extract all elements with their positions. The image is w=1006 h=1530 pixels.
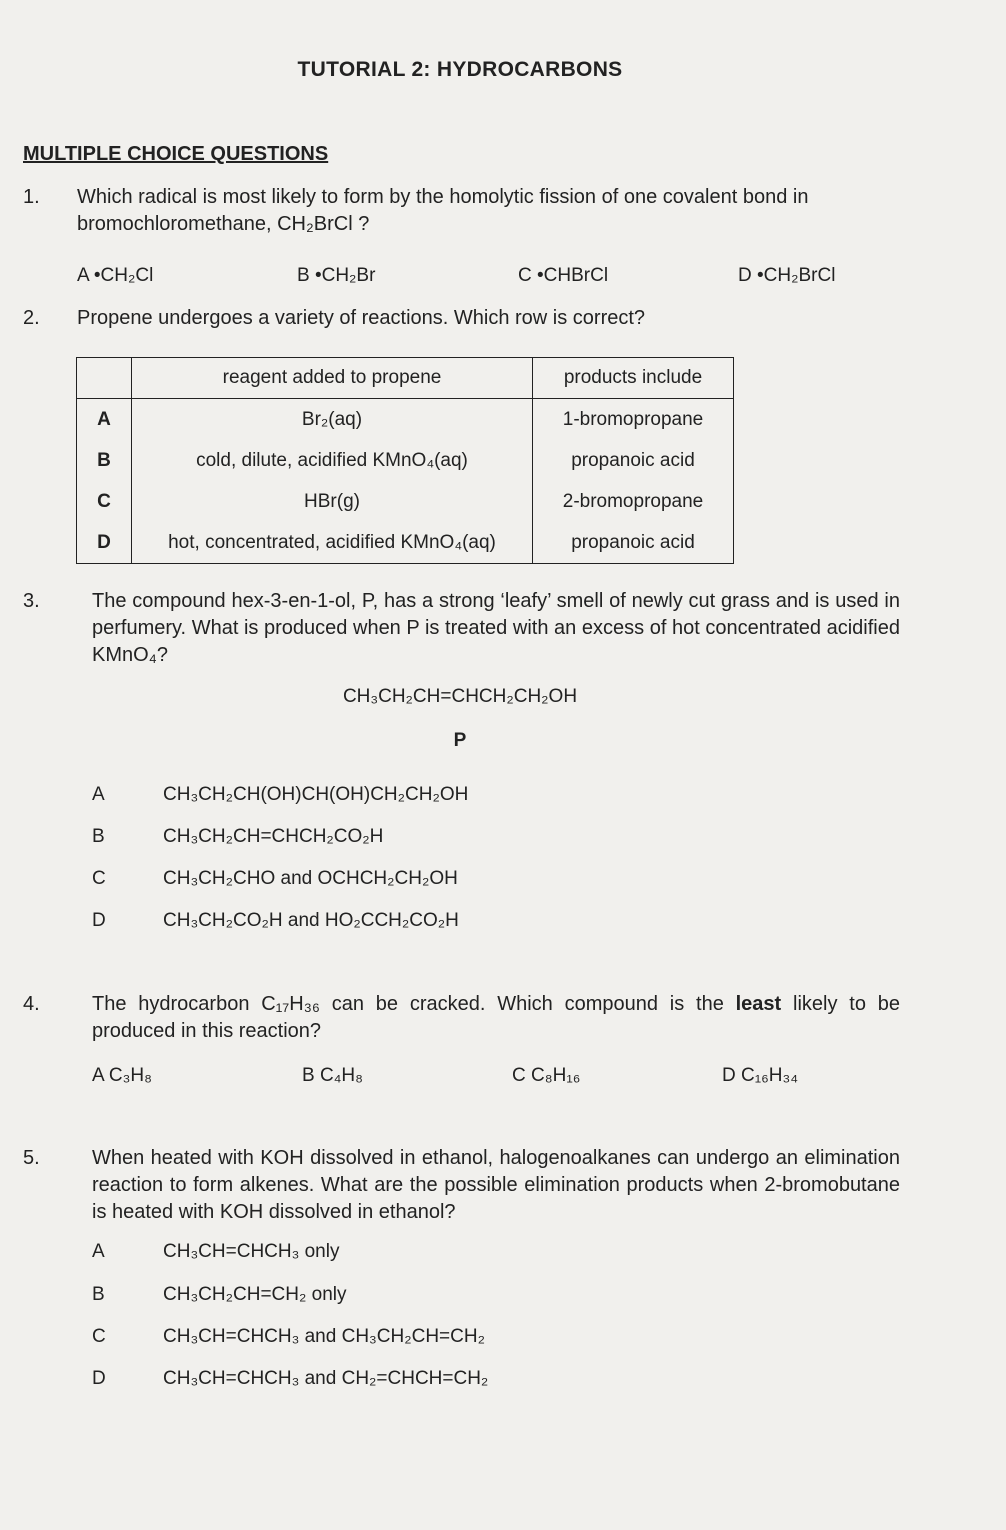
q1-option-a[interactable]: A •CH₂Cl xyxy=(77,265,154,286)
q4-text-before: The hydrocarbon C₁₇H₃₆ can be cracked. Which compound is the xyxy=(92,993,736,1015)
q3-formula: CH₃CH₂CH=CHCH₂CH₂OH xyxy=(342,686,578,707)
q3-text: The compound hex-3-en-1-ol, P, has a strong ‘leafy’ smell of newly cut grass and is used in perfumery. What is produced when P is treated with an excess of hot concentrated acidified KMnO₄? xyxy=(92,590,900,666)
row-label: B xyxy=(77,440,132,481)
q1-option-c[interactable]: C •CHBrCl xyxy=(518,265,609,286)
table-header-blank xyxy=(77,358,132,399)
table-row[interactable] xyxy=(77,440,734,481)
q5-option-a-text[interactable]: CH₃CH=CHCH₃ only xyxy=(163,1241,340,1262)
row-product: propanoic acid xyxy=(533,440,734,481)
q4-option-a[interactable]: A C₃H₈ xyxy=(92,1065,152,1086)
row-reagent: cold, dilute, acidified KMnO₄(aq) xyxy=(132,440,533,481)
row-label: C xyxy=(77,481,132,522)
q3-formula-label: P xyxy=(453,730,467,751)
q3-option-c-label[interactable]: C xyxy=(92,868,106,889)
q3-option-a-label[interactable]: A xyxy=(92,784,105,805)
q4-option-b[interactable]: B C₄H₈ xyxy=(302,1065,364,1086)
q4-text-bold: least xyxy=(735,993,782,1015)
q3-option-b-label[interactable]: B xyxy=(92,826,105,847)
q3-option-b-text[interactable]: CH₃CH₂CH=CHCH₂CO₂H xyxy=(163,826,384,847)
q4-option-d[interactable]: D C₁₆H₃₄ xyxy=(722,1065,799,1086)
q5-option-d-text[interactable]: CH₃CH=CHCH₃ and CH₂=CHCH=CH₂ xyxy=(163,1368,489,1389)
q5-option-a-label[interactable]: A xyxy=(92,1241,105,1262)
row-product: propanoic acid xyxy=(533,522,734,564)
q1-number: 1. xyxy=(23,186,40,208)
q4-text-after: likely to be produced in this reaction? xyxy=(92,993,900,1042)
row-product: 2-bromopropane xyxy=(533,481,734,522)
q5-option-c-label[interactable]: C xyxy=(92,1326,106,1347)
table-header-reagent: reagent added to propene xyxy=(132,358,533,399)
row-label: D xyxy=(77,522,132,564)
q1-option-d[interactable]: D •CH₂BrCl xyxy=(738,265,836,286)
row-reagent: hot, concentrated, acidified KMnO₄(aq) xyxy=(132,522,533,564)
q4-text xyxy=(92,991,900,1045)
q1-text-line1: Which radical is most likely to form by the homolytic fission of one covalent bond in xyxy=(77,186,809,208)
row-reagent: HBr(g) xyxy=(132,481,533,522)
q3-option-c-text[interactable]: CH₃CH₂CHO and OCHCH₂CH₂OH xyxy=(163,868,458,889)
q1-text xyxy=(77,184,907,238)
q3-option-a-text[interactable]: CH₃CH₂CH(OH)CH(OH)CH₂CH₂OH xyxy=(163,784,469,805)
table-row[interactable] xyxy=(77,481,734,522)
q1-text-line2: bromochloromethane, CH₂BrCl ? xyxy=(77,213,370,235)
q2-text: Propene undergoes a variety of reactions. Which row is correct? xyxy=(77,307,646,329)
section-heading: MULTIPLE CHOICE QUESTIONS xyxy=(23,143,329,165)
q5-option-b-label[interactable]: B xyxy=(92,1284,105,1305)
table-header-products: products include xyxy=(533,358,734,399)
q1-option-b[interactable]: B •CH₂Br xyxy=(297,265,376,286)
q3-number: 3. xyxy=(23,590,40,612)
q5-option-c-text[interactable]: CH₃CH=CHCH₃ and CH₃CH₂CH=CH₂ xyxy=(163,1326,485,1347)
table-row[interactable] xyxy=(77,399,734,441)
q5-number: 5. xyxy=(23,1147,40,1169)
table-row[interactable] xyxy=(77,522,734,564)
q5-text: When heated with KOH dissolved in ethanol, halogenoalkanes can undergo an elimination reaction to form alkenes. What are the possible elimination products when 2-bromobutane is heated with KOH dissolved in ethanol? xyxy=(92,1147,900,1223)
row-label: A xyxy=(77,399,132,441)
q4-option-c[interactable]: C C₈H₁₆ xyxy=(512,1065,581,1086)
q3-option-d-text[interactable]: CH₃CH₂CO₂H and HO₂CCH₂CO₂H xyxy=(163,910,459,931)
q2-table xyxy=(76,357,734,564)
row-product: 1-bromopropane xyxy=(533,399,734,441)
q5-option-b-text[interactable]: CH₃CH₂CH=CH₂ only xyxy=(163,1284,347,1305)
row-reagent: Br₂(aq) xyxy=(132,399,533,441)
q5-option-d-label[interactable]: D xyxy=(92,1368,106,1389)
q3-option-d-label[interactable]: D xyxy=(92,910,106,931)
q4-number: 4. xyxy=(23,993,40,1015)
page-title: TUTORIAL 2: HYDROCARBONS xyxy=(297,58,623,81)
q2-number: 2. xyxy=(23,307,40,329)
